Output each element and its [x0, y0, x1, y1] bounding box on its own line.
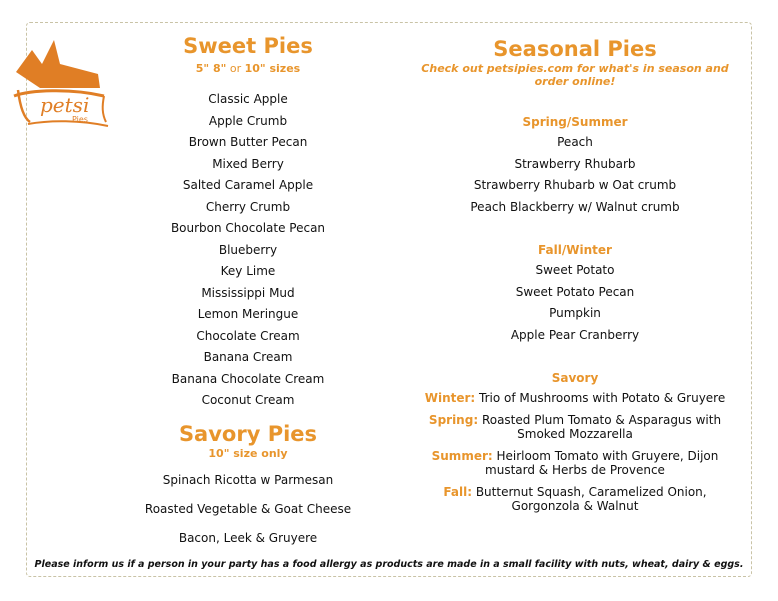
- savory-description-cont: mustard & Herbs de Provence: [485, 463, 665, 477]
- list-item: Bourbon Chocolate Pecan: [170, 221, 326, 235]
- season-label: Winter:: [424, 391, 476, 405]
- list-item: Cherry Crumb: [205, 199, 291, 214]
- list-item: Mixed Berry: [212, 156, 284, 171]
- seasonal-note-line1: Check out petsipies.com for what's in season and: [421, 62, 729, 75]
- list-item: Apple Crumb: [208, 113, 288, 128]
- sweet-pies-title: Sweet Pies: [183, 34, 313, 58]
- spring-summer-label: Spring/Summer: [522, 115, 628, 129]
- savory-description-cont: Gorgonzola & Walnut: [511, 499, 639, 513]
- savory-row-spring: [410, 413, 740, 441]
- fall-winter-label: Fall/Winter: [538, 243, 612, 257]
- list-item: Roasted Vegetable & Goat Cheese: [144, 501, 352, 516]
- seasonal-pies-title: Seasonal Pies: [493, 37, 657, 61]
- list-item: Brown Butter Pecan: [188, 135, 308, 149]
- list-item: Blueberry: [218, 242, 278, 257]
- savory-description: Roasted Plum Tomato & Asparagus with: [478, 413, 722, 427]
- savory-description: Butternut Squash, Caramelized Onion,: [472, 485, 707, 499]
- savory-row-summer: [410, 449, 740, 477]
- list-item: Strawberry Rhubarb: [514, 156, 636, 171]
- logo-wordmark: petsi: [40, 93, 90, 117]
- savory-description: Heirloom Tomato with Gruyere, Dijon: [492, 449, 719, 463]
- list-item: Key Lime: [220, 264, 276, 278]
- list-item: Chocolate Cream: [196, 328, 300, 343]
- list-item: Sweet Potato: [535, 263, 615, 277]
- petsi-pies-logo: [10, 36, 110, 128]
- season-label: Summer:: [431, 449, 493, 463]
- list-item: Salted Caramel Apple: [182, 178, 314, 192]
- list-item: Banana Cream: [203, 350, 293, 364]
- list-item: Bacon, Leek & Gruyere: [178, 530, 318, 545]
- allergy-notice: Please inform us if a person in your party has a food allergy as products are made in a small facility with nuts, wheat, dairy & eggs.: [34, 559, 744, 570]
- seasonal-pies-section: [410, 37, 740, 521]
- sweet-pies-section: [120, 34, 376, 560]
- sweet-pies-list: [120, 89, 376, 412]
- list-item: Spinach Ricotta w Parmesan: [162, 472, 334, 487]
- sizes-small: 5" 8": [195, 62, 227, 75]
- sizes-large: 10" sizes: [244, 62, 301, 75]
- list-item: Apple Pear Cranberry: [510, 327, 640, 342]
- list-item: Lemon Meringue: [197, 307, 299, 321]
- list-item: Sweet Potato Pecan: [515, 284, 635, 299]
- seasonal-note: [410, 62, 740, 88]
- seasonal-note-line2: order online!: [534, 75, 616, 88]
- savory-row-winter: [410, 391, 740, 405]
- savory-description-cont: Smoked Mozzarella: [517, 427, 633, 441]
- list-item: Coconut Cream: [201, 393, 295, 407]
- savory-pies-size: 10" size only: [208, 446, 288, 460]
- list-item: Peach: [557, 135, 593, 149]
- list-item: Pumpkin: [549, 306, 601, 320]
- list-item: Mississippi Mud: [201, 285, 295, 300]
- season-label: Spring:: [428, 413, 479, 427]
- seasonal-savory-label: Savory: [551, 371, 599, 385]
- list-item: Peach Blackberry w/ Walnut crumb: [470, 199, 680, 214]
- list-item: Strawberry Rhubarb w Oat crumb: [473, 178, 677, 192]
- sizes-or: or: [226, 62, 245, 75]
- list-item: Classic Apple: [208, 92, 288, 106]
- savory-description: Trio of Mushrooms with Potato & Gruyere: [475, 391, 726, 405]
- list-item: Banana Chocolate Cream: [171, 371, 325, 386]
- savory-pies-list: [120, 473, 376, 545]
- logo-subtext: Pies: [72, 115, 88, 124]
- savory-pies-title: Savory Pies: [178, 421, 318, 446]
- sweet-pies-sizes: [120, 62, 376, 75]
- savory-row-fall: [410, 485, 740, 513]
- season-label: Fall:: [443, 485, 472, 499]
